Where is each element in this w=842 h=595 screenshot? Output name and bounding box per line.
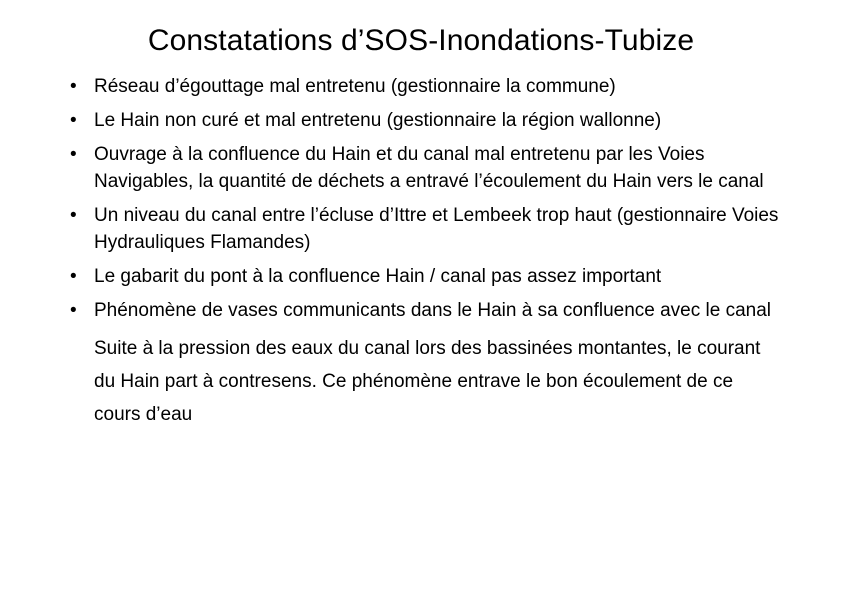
closing-paragraph: Suite à la pression des eaux du canal lors des bassinées montantes, le courant du Hain part à contresens. Ce phénomène entrave le bon écoulement de ce cours d’eau [94, 337, 761, 426]
list-item [62, 264, 780, 291]
slide-body [62, 74, 780, 432]
list-item-text: Ouvrage à la confluence du Hain et du canal mal entretenu par les Voies Navigables, la quantité de déchets a entravé l’écoulement du Hain vers le canal [94, 143, 764, 192]
bullet-marker-icon: • [70, 143, 77, 165]
bullet-marker-icon: • [70, 265, 77, 287]
bullet-marker-icon: • [70, 299, 77, 321]
bullet-marker-icon: • [70, 204, 77, 226]
list-item [62, 108, 780, 135]
list-item [62, 74, 780, 101]
list-item-text: Le gabarit du pont à la confluence Hain / canal pas assez important [94, 265, 662, 287]
list-item-text: Phénomène de vases communicants dans le Hain à sa confluence avec le canal [94, 299, 772, 321]
list-item-text: Le Hain non curé et mal entretenu (gestionnaire la région wallonne) [94, 109, 662, 131]
page-title: Constatations d’SOS-Inondations-Tubize [147, 24, 695, 57]
list-item-text: Réseau d’égouttage mal entretenu (gestionnaire la commune) [94, 76, 616, 97]
list-item [62, 298, 780, 325]
list-item [62, 203, 780, 257]
bullet-list [62, 74, 780, 325]
bullet-marker-icon: • [70, 109, 77, 131]
bullet-marker-icon: • [70, 76, 77, 97]
list-item [62, 142, 780, 196]
list-item-text: Un niveau du canal entre l’écluse d’Ittre et Lembeek trop haut (gestionnaire Voies Hydrauliques Flamandes) [94, 204, 779, 253]
